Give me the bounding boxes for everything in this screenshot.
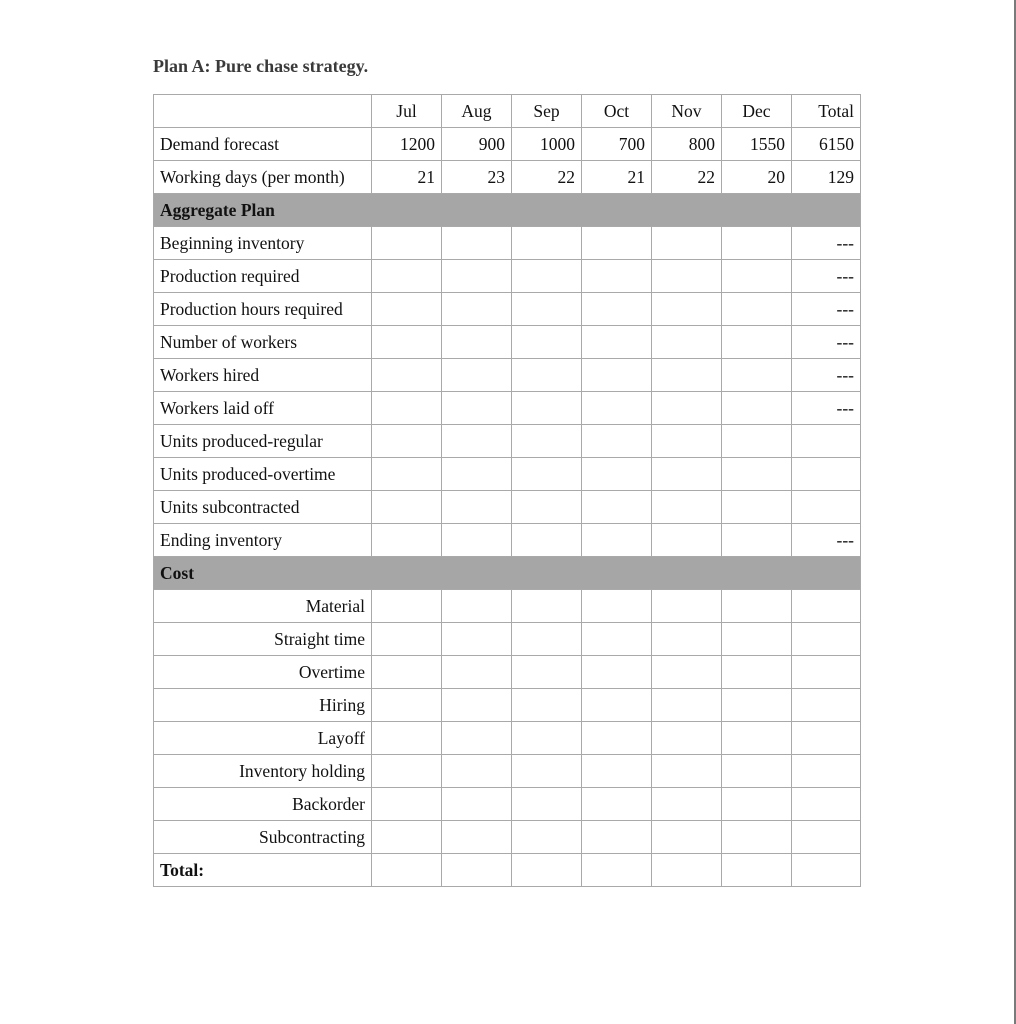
column-header-total: Total [792, 95, 861, 128]
empty-cell [722, 623, 792, 656]
empty-cell [512, 458, 582, 491]
empty-cell [442, 458, 512, 491]
empty-cell [512, 227, 582, 260]
empty-cell [442, 821, 512, 854]
empty-cell [372, 623, 442, 656]
empty-cell [652, 458, 722, 491]
empty-cell [722, 689, 792, 722]
empty-cell [582, 821, 652, 854]
empty-cell [372, 392, 442, 425]
empty-cell [722, 722, 792, 755]
value-cell: 21 [372, 161, 442, 194]
empty-cell [722, 425, 792, 458]
table-row [154, 821, 861, 854]
row-label: Straight time [154, 623, 372, 656]
total-cell: --- [792, 359, 861, 392]
empty-cell [372, 425, 442, 458]
empty-cell [582, 623, 652, 656]
value-cell: 22 [512, 161, 582, 194]
column-header-nov: Nov [652, 95, 722, 128]
empty-cell [722, 260, 792, 293]
empty-cell [652, 392, 722, 425]
cost-section-row [154, 557, 861, 590]
corner-cell [154, 95, 372, 128]
empty-cell [372, 458, 442, 491]
table-row [154, 392, 861, 425]
total-cell: 129 [792, 161, 861, 194]
table-row [154, 293, 861, 326]
table-row [154, 227, 861, 260]
empty-cell [652, 524, 722, 557]
empty-cell [442, 755, 512, 788]
empty-cell [372, 326, 442, 359]
empty-cell [442, 392, 512, 425]
empty-cell [652, 722, 722, 755]
empty-cell [722, 227, 792, 260]
empty-cell [372, 656, 442, 689]
table-row [154, 689, 861, 722]
empty-cell [442, 788, 512, 821]
empty-cell [512, 359, 582, 392]
row-label: Production required [154, 260, 372, 293]
page-title: Plan A: Pure chase strategy. [153, 56, 369, 76]
table-row [154, 623, 861, 656]
empty-cell [512, 689, 582, 722]
table-row [154, 326, 861, 359]
empty-cell [372, 755, 442, 788]
empty-cell [512, 821, 582, 854]
empty-cell [722, 458, 792, 491]
empty-cell [652, 821, 722, 854]
value-cell: 21 [582, 161, 652, 194]
empty-cell [442, 524, 512, 557]
row-label: Subcontracting [154, 821, 372, 854]
empty-cell [372, 524, 442, 557]
total-cell [792, 491, 861, 524]
header-row [154, 95, 861, 128]
total-cell: --- [792, 260, 861, 293]
empty-cell [512, 524, 582, 557]
empty-cell [582, 656, 652, 689]
empty-cell [512, 260, 582, 293]
empty-cell [722, 326, 792, 359]
empty-cell [372, 260, 442, 293]
total-label: Total: [154, 854, 372, 887]
empty-cell [372, 821, 442, 854]
empty-cell [722, 359, 792, 392]
empty-cell [582, 260, 652, 293]
table-row [154, 755, 861, 788]
empty-cell [512, 854, 582, 887]
empty-cell [582, 491, 652, 524]
empty-cell [652, 293, 722, 326]
empty-cell [372, 293, 442, 326]
empty-cell [652, 326, 722, 359]
total-cell: --- [792, 227, 861, 260]
table-row [154, 425, 861, 458]
empty-cell [512, 425, 582, 458]
empty-cell [372, 788, 442, 821]
empty-cell [512, 590, 582, 623]
empty-cell [652, 491, 722, 524]
empty-cell [582, 722, 652, 755]
empty-cell [372, 722, 442, 755]
row-label: Material [154, 590, 372, 623]
empty-cell [652, 656, 722, 689]
aggregate-plan-table [153, 94, 861, 887]
empty-cell [582, 293, 652, 326]
empty-cell [652, 689, 722, 722]
empty-cell [722, 293, 792, 326]
table-row [154, 524, 861, 557]
empty-cell [582, 458, 652, 491]
empty-cell [512, 623, 582, 656]
empty-cell [442, 491, 512, 524]
section-heading: Cost [154, 557, 861, 590]
total-cell: --- [792, 326, 861, 359]
empty-cell [582, 854, 652, 887]
row-label: Units produced-regular [154, 425, 372, 458]
empty-cell [652, 623, 722, 656]
empty-cell [792, 854, 861, 887]
empty-cell [372, 689, 442, 722]
value-cell: 900 [442, 128, 512, 161]
row-label: Workers laid off [154, 392, 372, 425]
empty-cell [582, 392, 652, 425]
empty-cell [722, 821, 792, 854]
table-row [154, 359, 861, 392]
empty-cell [372, 590, 442, 623]
empty-cell [792, 623, 861, 656]
column-header-sep: Sep [512, 95, 582, 128]
empty-cell [792, 656, 861, 689]
empty-cell [442, 854, 512, 887]
empty-cell [722, 590, 792, 623]
row-label: Units produced-overtime [154, 458, 372, 491]
empty-cell [652, 260, 722, 293]
empty-cell [442, 260, 512, 293]
empty-cell [652, 425, 722, 458]
row-label: Ending inventory [154, 524, 372, 557]
total-cell [792, 458, 861, 491]
row-label: Working days (per month) [154, 161, 372, 194]
column-header-dec: Dec [722, 95, 792, 128]
empty-cell [512, 788, 582, 821]
section-heading: Aggregate Plan [154, 194, 861, 227]
empty-cell [582, 788, 652, 821]
total-cell: --- [792, 524, 861, 557]
empty-cell [722, 755, 792, 788]
total-cell: --- [792, 392, 861, 425]
value-cell: 20 [722, 161, 792, 194]
empty-cell [582, 755, 652, 788]
value-cell: 23 [442, 161, 512, 194]
row-label: Overtime [154, 656, 372, 689]
total-row [154, 854, 861, 887]
empty-cell [582, 590, 652, 623]
empty-cell [512, 392, 582, 425]
empty-cell [582, 227, 652, 260]
working-days-row [154, 161, 861, 194]
empty-cell [442, 425, 512, 458]
empty-cell [442, 227, 512, 260]
empty-cell [512, 755, 582, 788]
empty-cell [722, 788, 792, 821]
empty-cell [442, 623, 512, 656]
empty-cell [792, 755, 861, 788]
row-label: Layoff [154, 722, 372, 755]
empty-cell [372, 359, 442, 392]
empty-cell [652, 227, 722, 260]
row-label: Production hours required [154, 293, 372, 326]
row-label: Units subcontracted [154, 491, 372, 524]
row-label: Backorder [154, 788, 372, 821]
empty-cell [582, 359, 652, 392]
empty-cell [792, 821, 861, 854]
row-label: Beginning inventory [154, 227, 372, 260]
column-header-jul: Jul [372, 95, 442, 128]
value-cell: 800 [652, 128, 722, 161]
empty-cell [722, 854, 792, 887]
empty-cell [512, 326, 582, 359]
total-cell: 6150 [792, 128, 861, 161]
value-cell: 1550 [722, 128, 792, 161]
empty-cell [442, 656, 512, 689]
total-cell: --- [792, 293, 861, 326]
empty-cell [722, 392, 792, 425]
empty-cell [722, 491, 792, 524]
empty-cell [582, 689, 652, 722]
value-cell: 700 [582, 128, 652, 161]
empty-cell [792, 689, 861, 722]
row-label: Hiring [154, 689, 372, 722]
empty-cell [512, 293, 582, 326]
empty-cell [442, 293, 512, 326]
empty-cell [652, 359, 722, 392]
row-label: Workers hired [154, 359, 372, 392]
column-header-aug: Aug [442, 95, 512, 128]
value-cell: 22 [652, 161, 722, 194]
empty-cell [442, 689, 512, 722]
empty-cell [372, 227, 442, 260]
empty-cell [582, 425, 652, 458]
empty-cell [512, 722, 582, 755]
empty-cell [792, 590, 861, 623]
table-row [154, 260, 861, 293]
table-row [154, 788, 861, 821]
empty-cell [652, 590, 722, 623]
empty-cell [442, 590, 512, 623]
total-cell [792, 425, 861, 458]
empty-cell [582, 326, 652, 359]
empty-cell [722, 656, 792, 689]
empty-cell [442, 359, 512, 392]
row-label: Inventory holding [154, 755, 372, 788]
empty-cell [652, 788, 722, 821]
table-row [154, 590, 861, 623]
value-cell: 1000 [512, 128, 582, 161]
column-header-oct: Oct [582, 95, 652, 128]
empty-cell [512, 656, 582, 689]
empty-cell [442, 326, 512, 359]
empty-cell [792, 722, 861, 755]
table-row [154, 656, 861, 689]
empty-cell [722, 524, 792, 557]
empty-cell [652, 755, 722, 788]
table-row [154, 722, 861, 755]
demand-forecast-row [154, 128, 861, 161]
empty-cell [792, 788, 861, 821]
table-row [154, 491, 861, 524]
table-row [154, 458, 861, 491]
aggregate-plan-section-row [154, 194, 861, 227]
value-cell: 1200 [372, 128, 442, 161]
empty-cell [512, 491, 582, 524]
empty-cell [372, 491, 442, 524]
empty-cell [372, 854, 442, 887]
empty-cell [582, 524, 652, 557]
empty-cell [442, 722, 512, 755]
row-label: Number of workers [154, 326, 372, 359]
empty-cell [652, 854, 722, 887]
row-label: Demand forecast [154, 128, 372, 161]
